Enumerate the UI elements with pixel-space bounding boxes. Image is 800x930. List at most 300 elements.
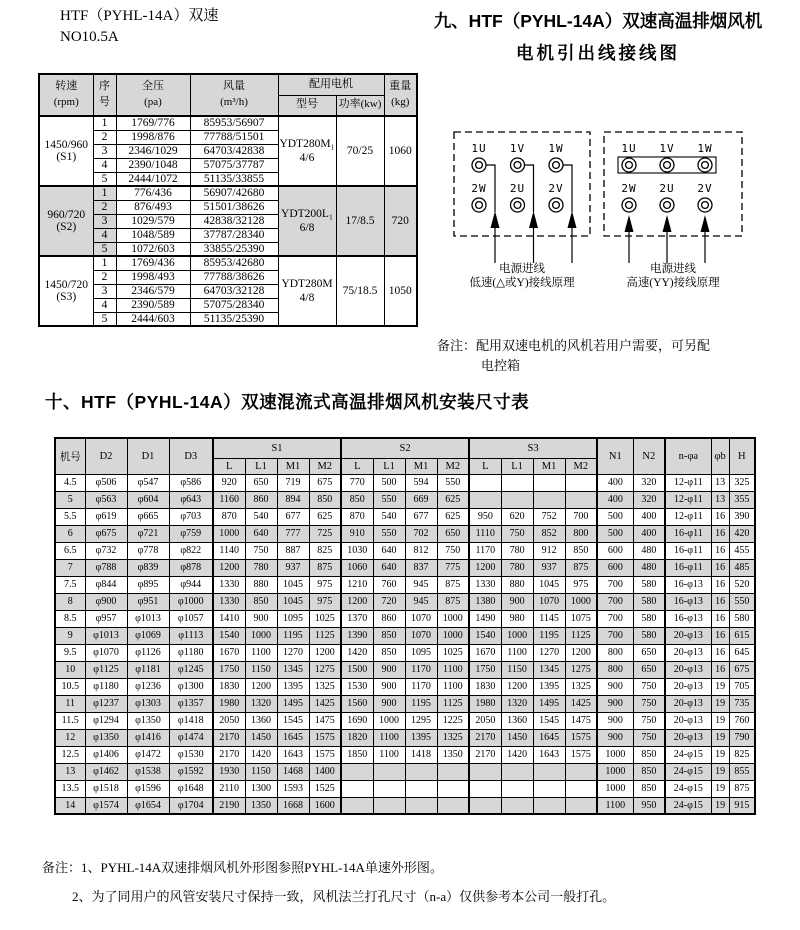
table-cell: 675	[729, 661, 755, 678]
table-cell: 24-φ15	[665, 763, 711, 780]
col-header-phib: φb	[711, 438, 729, 474]
doc-model-header	[60, 6, 218, 49]
terminal	[472, 158, 563, 172]
bottom-note-line2: 2、为了同用户的风管安装尺寸保持一致，风机法兰打孔尺寸（n-a）仅供参考本公司一般打孔。	[72, 889, 616, 904]
table-cell: 16-φ11	[665, 559, 711, 576]
table-cell: 1060	[341, 559, 373, 576]
table-cell: 600	[597, 542, 633, 559]
col-header-d1: D1	[127, 438, 169, 474]
table-cell: 455	[729, 542, 755, 559]
table-cell: 1670	[213, 644, 245, 661]
col-header-s3-m2: M2	[565, 458, 597, 474]
table-cell: 1048/589	[116, 228, 190, 242]
table-cell	[565, 491, 597, 508]
table-cell: 860	[373, 610, 405, 627]
table-cell: 720	[373, 593, 405, 610]
table-cell: φ844	[85, 576, 127, 593]
table-cell: φ1472	[127, 746, 169, 763]
table-cell: 1425	[309, 695, 341, 712]
table-cell: 677	[405, 508, 437, 525]
table-cell: 900	[501, 593, 533, 610]
table-cell: 1395	[405, 729, 437, 746]
table-cell: 1170	[405, 678, 437, 695]
table-cell: 11.5	[55, 712, 85, 729]
table-cell: φ900	[85, 593, 127, 610]
table-cell: 850	[633, 763, 665, 780]
table-cell: 850	[373, 644, 405, 661]
dim-table-row	[55, 661, 755, 678]
table-cell: 1575	[565, 729, 597, 746]
table-cell: 750	[633, 678, 665, 695]
dim-table-row	[55, 644, 755, 661]
power-cell: 17/8.5	[336, 186, 384, 256]
table-cell: 12.5	[55, 746, 85, 763]
table-cell: 1150	[501, 661, 533, 678]
table-cell: 1360	[245, 712, 277, 729]
table-cell: 775	[437, 559, 469, 576]
table-cell	[341, 797, 373, 814]
table-cell: 760	[729, 712, 755, 729]
terminal-label: 2U	[659, 182, 675, 195]
table-cell: 1200	[213, 559, 245, 576]
table-cell: 1000	[213, 525, 245, 542]
power-inlet-arrow-icon	[486, 165, 572, 263]
table-cell: φ951	[127, 593, 169, 610]
table-cell: φ1418	[169, 712, 213, 729]
table-cell: 1350	[245, 797, 277, 814]
table-cell: 850	[633, 746, 665, 763]
table-cell: φ1530	[169, 746, 213, 763]
table-cell	[373, 763, 405, 780]
col-header-s1-m2: M2	[309, 458, 341, 474]
table-cell: 1600	[309, 797, 341, 814]
table-cell: 910	[341, 525, 373, 542]
dim-table-row	[55, 610, 755, 627]
table-cell: 1	[93, 116, 116, 130]
table-cell: 540	[373, 508, 405, 525]
table-cell: 16	[711, 576, 729, 593]
dim-table-row	[55, 474, 755, 491]
table-cell: 355	[729, 491, 755, 508]
col-header-speed: 转速 (rpm)	[39, 74, 93, 116]
table-cell: 4.5	[55, 474, 85, 491]
dim-table-row	[55, 797, 755, 814]
table-cell: 1930	[213, 763, 245, 780]
table-cell: 325	[729, 474, 755, 491]
table-cell: 640	[373, 542, 405, 559]
power-inlet-arrowhead-icon	[491, 211, 577, 228]
bottom-notes	[42, 857, 615, 905]
table-cell: φ1013	[127, 610, 169, 627]
table-cell: 24-φ15	[665, 780, 711, 797]
table-cell: 1000	[501, 627, 533, 644]
table-cell: 580	[633, 576, 665, 593]
table-cell: 2444/603	[116, 312, 190, 326]
table-cell: 1450	[501, 729, 533, 746]
table-cell: 12-φ11	[665, 508, 711, 525]
table-cell: 77788/38626	[190, 270, 278, 284]
table-cell: 2170	[213, 729, 245, 746]
speed-cell: 960/720 (S2)	[39, 186, 93, 256]
dim-table-row	[55, 729, 755, 746]
table-cell: 615	[729, 627, 755, 644]
table-cell: φ788	[85, 559, 127, 576]
table-cell: φ1013	[85, 627, 127, 644]
table-cell: 1200	[469, 559, 501, 576]
table-cell: 51501/38626	[190, 200, 278, 214]
table-cell	[373, 780, 405, 797]
table-cell: 320	[633, 474, 665, 491]
table-cell: 1998/876	[116, 130, 190, 144]
power-cell: 75/18.5	[336, 256, 384, 326]
table-cell	[437, 763, 469, 780]
table-cell: 875	[437, 576, 469, 593]
table-cell: φ1350	[127, 712, 169, 729]
table-cell: 650	[437, 525, 469, 542]
table-cell: 777	[277, 525, 309, 542]
table-cell: 12-φ11	[665, 491, 711, 508]
table-cell: 1390	[341, 627, 373, 644]
fan-table-row	[39, 256, 417, 270]
table-cell: 51135/33855	[190, 172, 278, 186]
table-cell: 1025	[437, 644, 469, 661]
table-cell: 6.5	[55, 542, 85, 559]
table-cell: 580	[633, 627, 665, 644]
table-cell: 800	[597, 644, 633, 661]
table-cell: 500	[597, 525, 633, 542]
table-cell: 9.5	[55, 644, 85, 661]
table-cell: φ1180	[169, 644, 213, 661]
table-cell: 750	[437, 542, 469, 559]
table-cell: 870	[213, 508, 245, 525]
table-cell: 13	[711, 474, 729, 491]
table-cell: 725	[309, 525, 341, 542]
table-cell: φ1474	[169, 729, 213, 746]
table-cell: 625	[437, 508, 469, 525]
table-cell: φ1518	[85, 780, 127, 797]
wiring-diagram-high-speed	[598, 124, 748, 264]
table-cell: φ895	[127, 576, 169, 593]
table-cell: 16	[711, 508, 729, 525]
table-cell: 1100	[245, 644, 277, 661]
table-cell: 1100	[501, 644, 533, 661]
col-header-s2-m2: M2	[437, 458, 469, 474]
table-cell: 1029/579	[116, 214, 190, 228]
table-cell: 2050	[213, 712, 245, 729]
table-cell: 5	[93, 312, 116, 326]
table-cell: 937	[277, 559, 309, 576]
table-cell: 1170	[469, 542, 501, 559]
table-cell: φ1000	[169, 593, 213, 610]
table-cell: 20-φ13	[665, 678, 711, 695]
table-cell: 800	[597, 661, 633, 678]
table-cell: φ944	[169, 576, 213, 593]
table-cell: φ1596	[127, 780, 169, 797]
table-cell: 776/436	[116, 186, 190, 200]
table-cell: 2346/579	[116, 284, 190, 298]
table-cell	[533, 763, 565, 780]
weight-cell: 1050	[384, 256, 417, 326]
table-cell: 850	[245, 593, 277, 610]
table-cell: φ1303	[127, 695, 169, 712]
table-cell: φ1406	[85, 746, 127, 763]
table-cell: 2170	[469, 746, 501, 763]
table-cell	[501, 797, 533, 814]
col-header-s2-m1: M1	[405, 458, 437, 474]
terminal-label: 2U	[509, 182, 526, 195]
table-cell: 1125	[565, 627, 597, 644]
table-cell	[469, 797, 501, 814]
table-cell: 19	[711, 797, 729, 814]
table-cell: 4	[93, 228, 116, 242]
wiring-diagram-low-speed	[448, 124, 598, 264]
terminal-label: 1W	[548, 142, 564, 155]
table-cell: 2390/1048	[116, 158, 190, 172]
table-cell: 677	[277, 508, 309, 525]
table-cell: φ1574	[85, 797, 127, 814]
table-cell: 1100	[437, 661, 469, 678]
table-cell: 1540	[469, 627, 501, 644]
table-cell: 320	[633, 491, 665, 508]
table-cell: 500	[597, 508, 633, 525]
table-cell: 640	[373, 559, 405, 576]
table-cell	[533, 491, 565, 508]
table-cell: φ1126	[127, 644, 169, 661]
table-cell: 900	[597, 678, 633, 695]
table-cell: 11	[55, 695, 85, 712]
power-inlet-arrowhead-icon	[625, 215, 710, 232]
fan-table-row	[39, 186, 417, 200]
dim-table-row	[55, 627, 755, 644]
terminal-label: 1W	[697, 142, 713, 155]
table-cell: 645	[729, 644, 755, 661]
terminal	[472, 198, 563, 212]
speed-cell: 1450/720 (S3)	[39, 256, 93, 326]
table-cell: 85953/42680	[190, 256, 278, 270]
col-header-d3: D3	[169, 438, 213, 474]
table-cell: 56907/42680	[190, 186, 278, 200]
table-cell: 1769/776	[116, 116, 190, 130]
table-cell	[501, 491, 533, 508]
table-cell: 735	[729, 695, 755, 712]
table-cell: 850	[565, 542, 597, 559]
table-cell: 1150	[245, 661, 277, 678]
table-cell: φ878	[169, 559, 213, 576]
table-cell: 2110	[213, 780, 245, 797]
col-header-model: 型号	[278, 95, 336, 116]
table-cell: 1045	[277, 593, 309, 610]
table-cell: 1100	[597, 797, 633, 814]
table-cell: 937	[533, 559, 565, 576]
table-cell: 1000	[597, 746, 633, 763]
terminal-label: 2V	[548, 182, 564, 195]
table-cell	[533, 474, 565, 491]
table-cell: 1330	[469, 576, 501, 593]
table-cell: 500	[373, 474, 405, 491]
table-cell: 16	[711, 542, 729, 559]
table-cell: 1420	[501, 746, 533, 763]
table-cell: 12-φ11	[665, 474, 711, 491]
table-cell: 1000	[597, 780, 633, 797]
table-cell: 1	[93, 186, 116, 200]
table-cell	[533, 797, 565, 814]
table-cell: 400	[633, 525, 665, 542]
table-cell: φ1113	[169, 627, 213, 644]
table-cell: 16-φ11	[665, 525, 711, 542]
table-cell: 1025	[309, 610, 341, 627]
table-cell: φ1538	[127, 763, 169, 780]
table-cell: 1575	[309, 729, 341, 746]
col-header-s2-l1: L1	[373, 458, 405, 474]
table-cell: 4	[93, 158, 116, 172]
table-cell: 945	[405, 593, 437, 610]
table-cell: 6	[55, 525, 85, 542]
section9-note-line1: 备注：配用双速电机的风机若用户需要，可另配	[437, 338, 711, 353]
table-cell: 945	[405, 576, 437, 593]
table-cell: 1070	[533, 593, 565, 610]
table-cell: φ957	[85, 610, 127, 627]
table-cell: 1210	[341, 576, 373, 593]
table-cell: 19	[711, 746, 729, 763]
table-cell: 752	[533, 508, 565, 525]
table-cell: φ1357	[169, 695, 213, 712]
table-cell: 64703/32128	[190, 284, 278, 298]
table-cell: 1000	[565, 593, 597, 610]
table-cell: 2444/1072	[116, 172, 190, 186]
table-cell: 1345	[533, 661, 565, 678]
table-cell: 1200	[565, 644, 597, 661]
table-cell: 1645	[533, 729, 565, 746]
table-cell: 625	[437, 491, 469, 508]
table-cell: 1225	[437, 712, 469, 729]
model-cell: YDT200L₁ 6/8	[278, 186, 336, 256]
table-cell: 2170	[213, 746, 245, 763]
table-cell: 1070	[405, 610, 437, 627]
table-cell: 2	[93, 270, 116, 284]
table-cell: 1320	[245, 695, 277, 712]
col-header-s1-l1: L1	[245, 458, 277, 474]
table-cell: φ1180	[85, 678, 127, 695]
table-cell: 980	[501, 610, 533, 627]
model-line1: HTF（PYHL-14A）双速	[60, 8, 219, 24]
table-cell: 1095	[277, 610, 309, 627]
table-cell: 1140	[213, 542, 245, 559]
table-cell: 780	[501, 559, 533, 576]
table-cell: 1360	[501, 712, 533, 729]
table-cell: 400	[633, 508, 665, 525]
table-cell: 760	[373, 576, 405, 593]
table-cell: 790	[729, 729, 755, 746]
table-cell	[405, 797, 437, 814]
table-cell: 1200	[341, 593, 373, 610]
table-cell	[565, 797, 597, 814]
table-cell: 915	[729, 797, 755, 814]
table-cell: φ665	[127, 508, 169, 525]
table-cell: 5	[93, 242, 116, 256]
dim-table-row	[55, 491, 755, 508]
table-cell: 1668	[277, 797, 309, 814]
table-cell: 550	[373, 491, 405, 508]
table-cell: φ1654	[127, 797, 169, 814]
table-cell: 1420	[245, 746, 277, 763]
table-cell: 580	[633, 610, 665, 627]
table-cell	[437, 780, 469, 797]
dim-table-row	[55, 695, 755, 712]
col-header-flow: 风量 (m³/h)	[190, 74, 278, 116]
low-speed-caption-line2: 低速(△或Y)接线原理	[469, 277, 575, 289]
table-cell: 880	[245, 576, 277, 593]
table-cell: 880	[501, 576, 533, 593]
table-cell: 9	[55, 627, 85, 644]
table-cell: 57075/28340	[190, 298, 278, 312]
table-cell: 13	[711, 491, 729, 508]
table-cell: 620	[501, 508, 533, 525]
table-cell: 33855/25390	[190, 242, 278, 256]
table-cell: φ1245	[169, 661, 213, 678]
table-cell: 1593	[277, 780, 309, 797]
table-cell: 705	[729, 678, 755, 695]
table-cell: 20-φ13	[665, 644, 711, 661]
table-cell: φ675	[85, 525, 127, 542]
table-cell	[501, 763, 533, 780]
table-cell: 550	[373, 525, 405, 542]
table-cell: φ1648	[169, 780, 213, 797]
col-group-s1: S1	[213, 438, 341, 458]
table-cell: 550	[437, 474, 469, 491]
table-cell	[501, 780, 533, 797]
table-cell: 975	[565, 576, 597, 593]
table-cell: 20-φ13	[665, 695, 711, 712]
table-cell: 19	[711, 712, 729, 729]
dim-table-row	[55, 780, 755, 797]
col-header-n2: N2	[633, 438, 665, 474]
table-cell: 1275	[565, 661, 597, 678]
table-cell: 480	[633, 542, 665, 559]
table-cell: 650	[633, 644, 665, 661]
table-cell: 16	[711, 593, 729, 610]
table-cell: φ586	[169, 474, 213, 491]
table-cell: 700	[565, 508, 597, 525]
table-cell: 625	[309, 508, 341, 525]
table-cell: 1495	[533, 695, 565, 712]
table-cell: 5	[93, 172, 116, 186]
table-cell: 24-φ15	[665, 797, 711, 814]
table-cell: 19	[711, 729, 729, 746]
table-cell	[341, 780, 373, 797]
table-cell: 852	[533, 525, 565, 542]
table-cell	[565, 763, 597, 780]
table-cell: φ506	[85, 474, 127, 491]
table-cell: 1320	[501, 695, 533, 712]
table-cell: 1575	[309, 746, 341, 763]
section10-title: 十、HTF（PYHL-14A）双速混流式高温排烟风机安装尺寸表	[45, 392, 530, 412]
table-cell: 850	[633, 780, 665, 797]
table-cell: φ1181	[127, 661, 169, 678]
table-cell: 4	[93, 298, 116, 312]
table-cell	[469, 763, 501, 780]
table-cell: 1200	[501, 678, 533, 695]
table-cell	[565, 780, 597, 797]
table-cell: 3	[93, 214, 116, 228]
table-cell: 16-φ13	[665, 576, 711, 593]
table-cell: 700	[597, 627, 633, 644]
table-cell: 1000	[597, 763, 633, 780]
table-cell: φ1294	[85, 712, 127, 729]
table-cell: 1420	[341, 644, 373, 661]
table-cell: φ643	[169, 491, 213, 508]
table-cell: 675	[309, 474, 341, 491]
table-cell: 2	[93, 200, 116, 214]
